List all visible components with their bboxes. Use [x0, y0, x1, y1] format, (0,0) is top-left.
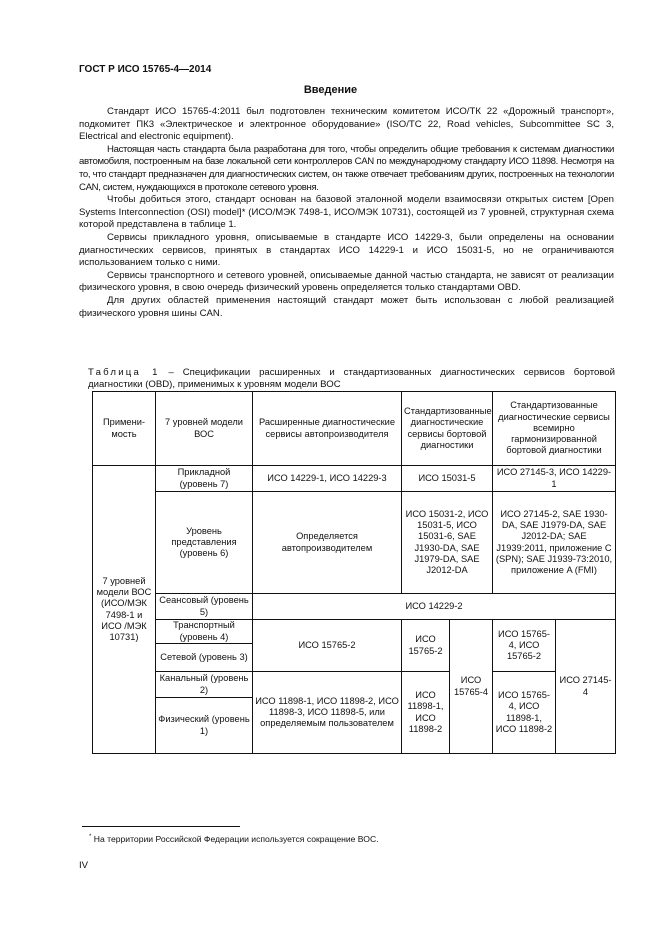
cell-dp-extended: ИСО 11898-1, ИСО 11898-2, ИСО 11898-3, ИСО 11898-5, или определяемым пользователем [253, 672, 402, 754]
header-standardized: Стандартизованные диагностические сервисы бортовой диагностики [402, 392, 493, 466]
header-layers: 7 уровней модели ВОС [156, 392, 253, 466]
cell-app-extended: ИСО 14229-1, ИСО 14229-3 [253, 466, 402, 492]
cell-app-standardized: ИСО 15031-5 [402, 466, 493, 492]
paragraph: Чтобы добиться этого, стандарт основан на базовой эталонной модели взаимосвязи открытых систем [Open Systems Interconnection (OSI) model]* (ИСО/МЭК 7498-1, ИСО/МЭК 10731), состоящей из 7 уровней, структурная схема которой представлена в таблице 1. [79, 194, 614, 231]
layer-network: Сетевой (уровень 3) [156, 644, 253, 672]
document-header: ГОСТ Р ИСО 15765-4—2014 [79, 64, 212, 75]
osi-services-table [92, 391, 616, 754]
section-title: Введение [303, 84, 358, 96]
footnote [89, 834, 379, 844]
table-caption-text: – Спецификации расширенных и стандартизованных диагностических сервисов бортовой диагностики (OBD), применимых к уровням модели ВОС [88, 367, 615, 390]
cell-tn-extended: ИСО 15765-2 [253, 620, 402, 672]
footnote-mark: * [89, 834, 92, 841]
paragraph: Стандарт ИСО 15765-4:2011 был подготовлен техническим комитетом ИСО/ТК 22 «Дорожный транспорт», подкомитет ПК3 «Электрическое и электронное оборудование» (ISO/TC 22, Road vehicles, Subcommittee SC 3, Electrical and electronic equipment). [79, 106, 614, 143]
layer-session: Сеансовый (уровень 5) [156, 594, 253, 620]
layer-application: Прикладной (уровень 7) [156, 466, 253, 492]
page-number: IV [79, 860, 89, 871]
paragraph: Сервисы прикладного уровня, описываемые в стандарте ИСО 14229-3, были определены на основании диагностических сервисов, принятых в стандартах ИСО 14229-1 и ИСО 15031-5, но не ограничиваются использованием только с ними. [79, 231, 614, 269]
layer-physical: Физический (уровень 1) [156, 698, 253, 754]
paragraph: Настоящая часть стандарта была разработана для того, чтобы определить общие требования к системам диагностики автомобиля, построенным на базе локальной сети контроллеров CAN по международному стандарту ИСО 11898. Несмотря на то, что стандарт предназначен для диагностических систем, он также отвечает требованиям других, построенных на технологии CAN, систем, нуждающихся в протоколе сетевого уровня. [79, 143, 614, 193]
table-caption-label: Таблица 1 [88, 367, 160, 378]
cell-app-harmonized: ИСО 27145-3, ИСО 14229-1 [493, 466, 616, 492]
cell-tn-harmonized: ИСО 15765-4, ИСО 15765-2 [493, 620, 556, 672]
table-caption [88, 367, 615, 391]
header-applicability: Примени-мость [93, 392, 156, 466]
cell-lower-standardized: ИСО 15765-4 [450, 620, 493, 754]
cell-tn-standardized: ИСО 15765-2 [402, 620, 450, 672]
header-harmonized: Стандартизованные диагностические сервисы всемирно гармонизированной бортовой диагностики [493, 392, 616, 466]
cell-session-value: ИСО 14229-2 [253, 594, 616, 620]
cell-pres-standardized: ИСО 15031-2, ИСО 15031-5, ИСО 15031-6, SAE J1930-DA, SAE J1979-DA, SAE J2012-DA [402, 492, 493, 594]
cell-pres-harmonized: ИСО 27145-2, SAE 1930-DA, SAE J1979-DA, SAE J2012-DA; SAE J1939:2011, приложение C (SPN); SAE J1939-73:2010, приложение A (FMI) [493, 492, 616, 594]
layer-transport: Транспортный (уровень 4) [156, 620, 253, 644]
layer-datalink: Канальный (уровень 2) [156, 672, 253, 698]
cell-pres-extended: Определяется автопроизводителем [253, 492, 402, 594]
applicability-cell: 7 уровней модели ВОС (ИСО/МЭК 7498-1 и ИСО /МЭК 10731) [93, 466, 156, 754]
layer-presentation: Уровень представления (уровень 6) [156, 492, 253, 594]
footnote-divider [82, 826, 240, 827]
paragraph: Для других областей применения настоящий стандарт может быть использован с любой реализацией физического уровня шины CAN. [79, 294, 614, 319]
paragraph: Сервисы транспортного и сетевого уровней, описываемые данной частью стандарта, не зависят от реализации физического уровня, в свою очередь физический уровень определяется только стандартами OBD. [79, 269, 614, 294]
footnote-text: На территории Российской Федерации используется сокращение ВОС. [91, 834, 379, 844]
body-text [79, 106, 614, 320]
cell-dp-harmonized: ИСО 15765-4, ИСО 11898-1, ИСО 11898-2 [493, 672, 556, 754]
cell-dp-standardized: ИСО 11898-1, ИСО 11898-2 [402, 672, 450, 754]
cell-lower-harmonized: ИСО 27145-4 [556, 620, 616, 754]
header-extended: Расширенные диагностические сервисы автопроизводителя [253, 392, 402, 466]
